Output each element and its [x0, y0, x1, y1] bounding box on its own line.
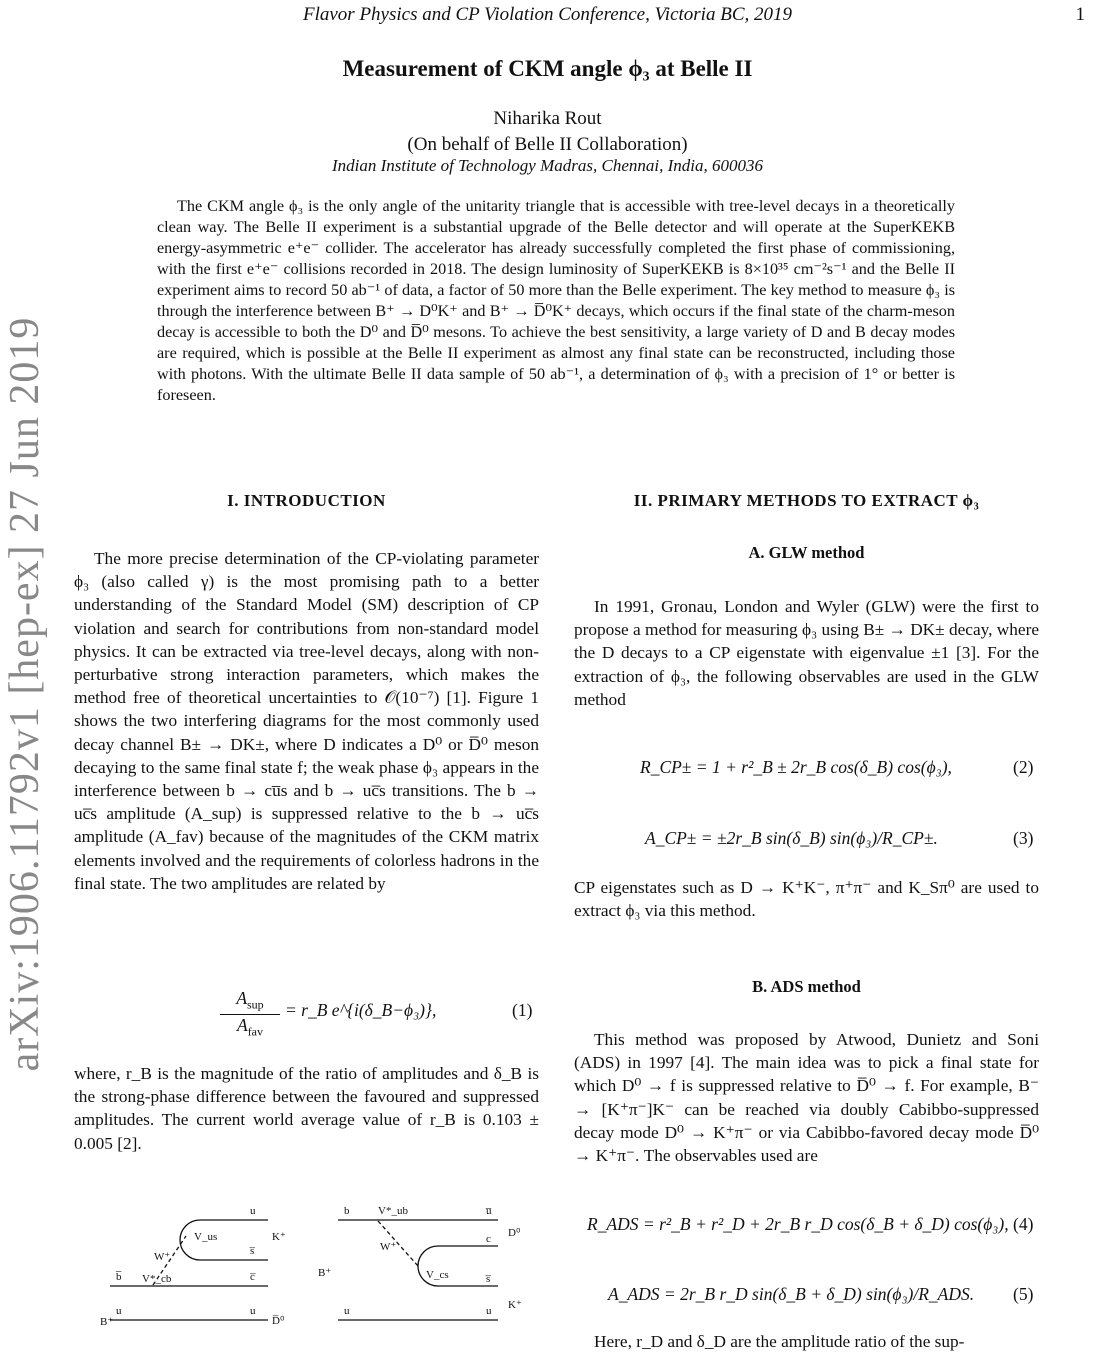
rb-text: where, r_B is the magnitude of the ratio of amplitudes and δ_B is the strong-phase difference between the favoured and suppressed amplitudes. The current world average value of r_B is 0.103 ± 0.005 [2].	[74, 1064, 539, 1153]
label-u-bar: u̅	[486, 1205, 492, 1217]
equation-2-number: (2)	[1013, 757, 1034, 777]
label-c-bar: c̅	[250, 1271, 255, 1283]
label-w-left: W⁺	[154, 1251, 171, 1263]
label-vcs: V_cs	[426, 1269, 449, 1281]
glw-eigenstates-paragraph	[574, 876, 1039, 922]
eq1-numerator: $A_{sup}$	[220, 988, 280, 1015]
equation-1-number: (1)	[512, 1000, 533, 1020]
intro-text: The more precise determination of the CP-violating parameter ϕ₃ (also called γ) is the most promising path to a better understanding of the Standard Model (SM) description of CP violation and search for contributions from non-standard model physics. It can be extracted via tree-level decays, along with non-perturbative strong interaction parameters, which makes the method free of theoretical uncertainties to 𝒪(10⁻⁷) [1]. Figure 1 shows the two interfering diagrams for the most commonly used decay channel B± → DK±, where D indicates a D⁰ or D̅⁰ meson decaying to the same final state f; the weak phase ϕ₃ appears in the interference between b → cu̅s and b → uc̅s transitions. The b → uc̅s amplitude (A_sup) is suppressed relative to the b → uc̅s amplitude (A_fav) because of the magnitudes of the CKM matrix elements involved and the requirements of colorless hadrons in the final state. The two amplitudes are related by	[74, 549, 539, 893]
label-d0bar: D̅⁰	[272, 1315, 285, 1327]
label-u-top: u	[250, 1205, 256, 1217]
intro-paragraph	[74, 547, 539, 895]
label-s-bar-right: s̅	[486, 1273, 491, 1285]
equation-5-number: (5)	[1013, 1284, 1034, 1304]
glw-text: In 1991, Gronau, London and Wyler (GLW) were the first to propose a method for measuring ϕ₃ using B± → DK± decay, where the D decays to a CP eigenstate with eigenvalue ±1 [3]. For the extraction of ϕ₃, the following observables are used in the GLW method	[574, 597, 1039, 709]
affiliation: Indian Institute of Technology Madras, Chennai, India, 600036	[332, 156, 763, 175]
collaboration-note: (On behalf of Belle II Collaboration)	[407, 134, 688, 155]
label-bplus-left: B⁺	[100, 1316, 114, 1328]
label-vcb: V*_cb	[142, 1273, 172, 1285]
glw-paragraph	[574, 595, 1039, 711]
feynman-diagrams	[88, 1198, 538, 1330]
equation-2: R_CP± = 1 + r²_B ± 2r_B cos(δ_B) cos(ϕ₃),	[640, 757, 952, 777]
label-kplus-left: K⁺	[272, 1231, 286, 1243]
subsection-ads: B. ADS method	[752, 977, 861, 996]
equation-1-rhs: = r_B e^{i(δ_B−ϕ₃)},	[285, 1000, 437, 1020]
trailing-line	[574, 1330, 1039, 1353]
subsection-glw: A. GLW method	[748, 543, 865, 562]
running-header: Flavor Physics and CP Violation Conference, Victoria BC, 2019	[302, 4, 792, 25]
equation-5: A_ADS = 2r_B r_D sin(δ_B + δ_D) sin(ϕ₃)/R_ADS.	[608, 1284, 975, 1304]
ads-text: This method was proposed by Atwood, Dunietz and Soni (ADS) in 1997 [4]. The main idea was to pick a final state for which D⁰ → f is suppressed relative to D̅⁰ → f. For example, B⁻ → [K⁺π⁻]K⁻ can be reached via doubly Cabibbo-suppressed decay mode D⁰ → K⁺π⁻ or via Cabibbo-favored decay mode D̅⁰ → K⁺π⁻. The observables used are	[574, 1030, 1039, 1166]
equation-1-fraction	[220, 988, 280, 1039]
equation-4: R_ADS = r²_B + r²_D + 2r_B r_D cos(δ_B + δ_D) cos(ϕ₃),	[587, 1214, 1009, 1234]
rb-paragraph	[74, 1062, 539, 1155]
trailing-text: Here, r_D and δ_D are the amplitude ratio of the sup-	[594, 1332, 965, 1351]
arxiv-stamp: arXiv:1906.11792v1 [hep-ex] 27 Jun 2019	[2, 316, 48, 1072]
label-b: b	[344, 1205, 350, 1217]
equation-3-number: (3)	[1013, 828, 1034, 848]
paper-title: Measurement of CKM angle ϕ₃ at Belle II	[342, 56, 753, 81]
author: Niharika Rout	[493, 108, 602, 129]
label-bplus-right: B⁺	[318, 1267, 332, 1279]
label-u-left-b: u	[250, 1305, 256, 1317]
label-w-right: W⁺	[380, 1241, 397, 1253]
label-vus: V_us	[194, 1231, 218, 1243]
diagram-left	[110, 1220, 268, 1320]
equation-4-number: (4)	[1013, 1214, 1034, 1234]
label-u-right-b: u	[486, 1305, 492, 1317]
label-u-right-a: u	[344, 1305, 350, 1317]
abstract: The CKM angle ϕ₃ is the only angle of the unitarity triangle that is accessible with tree-level decays in a theoretically clean way. The Belle II experiment is a substantial upgrade of the Belle detector and will operate at the SuperKEKB energy-asymmetric e⁺e⁻ collider. The accelerator has already successfully completed the first phase of commissioning, with the first e⁺e⁻ collisions recorded in 2018. The design luminosity of SuperKEKB is 8×10³⁵ cm⁻²s⁻¹ and the Belle II experiment aims to record 50 ab⁻¹ of data, a factor of 50 more than the Belle experiment. The key method to measure ϕ₃ is through the interference between B⁺ → D⁰K⁺ and B⁺ → D̅⁰K⁺ decays, which occurs if the final state of the charm-meson decay is accessible to both the D⁰ and D̅⁰ mesons. To achieve the best sensitivity, a large variety of D and B decay modes are required, which is possible at the Belle II experiment as almost any final state can be reconstructed, including those with photons. With the ultimate Belle II data sample of 50 ab⁻¹, a determination of ϕ₃ with a precision of 1° or better is foreseen.	[157, 197, 955, 404]
section-heading-introduction: I. INTRODUCTION	[227, 491, 386, 510]
diagram-right	[338, 1220, 498, 1320]
eq1-denominator: $A_{fav}$	[236, 1014, 264, 1038]
label-s-bar: s̅	[250, 1245, 255, 1257]
label-c: c	[486, 1233, 491, 1245]
label-b-bar: b̅	[116, 1271, 122, 1283]
label-kplus-right: K⁺	[508, 1299, 522, 1311]
ads-paragraph	[574, 1028, 1039, 1167]
section-heading-methods: II. PRIMARY METHODS TO EXTRACT ϕ₃	[633, 491, 980, 510]
label-u-left-a: u	[116, 1305, 122, 1317]
page-number: 1	[1075, 4, 1085, 25]
glw-eigenstates-text: CP eigenstates such as D → K⁺K⁻, π⁺π⁻ and K_Sπ⁰ are used to extract ϕ₃ via this method.	[574, 878, 1039, 921]
label-d0: D⁰	[508, 1227, 521, 1239]
label-vub: V*_ub	[378, 1205, 408, 1217]
equation-3: A_CP± = ±2r_B sin(δ_B) sin(ϕ₃)/R_CP±.	[645, 828, 938, 848]
